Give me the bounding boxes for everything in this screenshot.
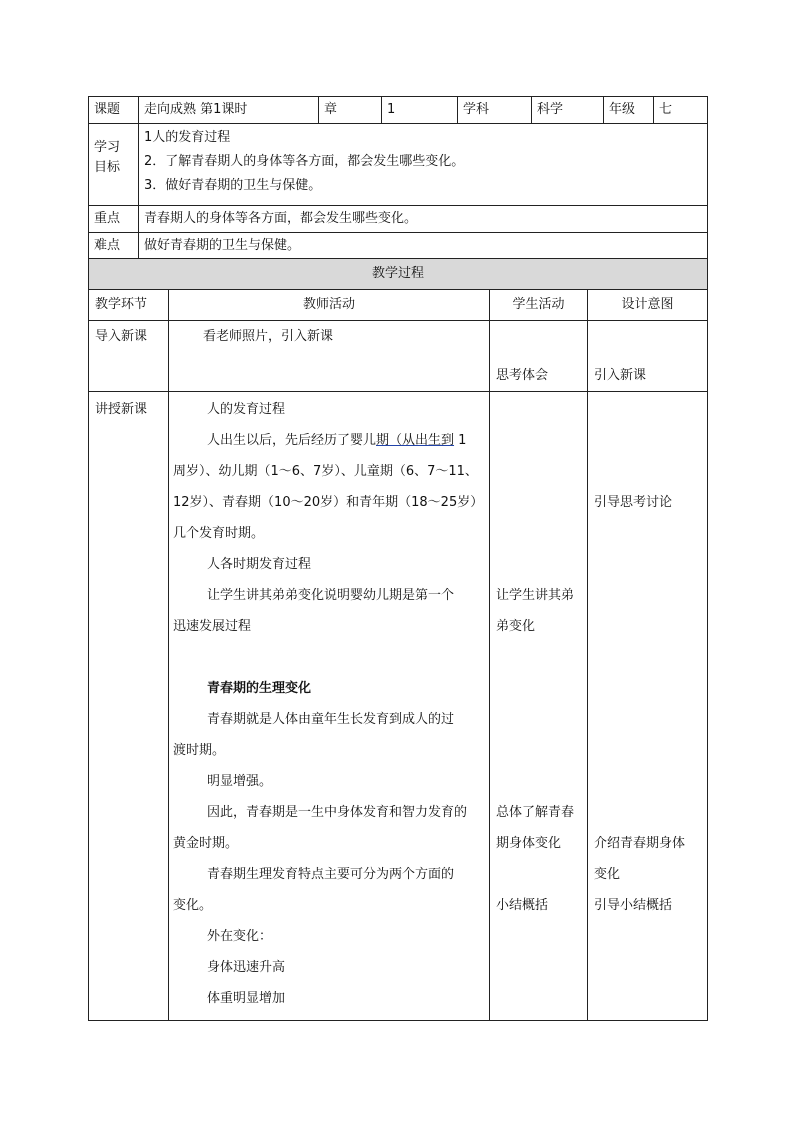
process-title: 教学过程 — [89, 259, 708, 290]
teacher-text: 人出生以后，先后经历了婴儿 — [207, 433, 377, 448]
student-line: 总体了解青春 — [496, 805, 575, 820]
goals-label — [89, 124, 139, 206]
difficult-label: 难点 — [89, 233, 139, 260]
header-student: 学生活动 — [490, 290, 588, 321]
teacher-line: 人各时期发育过程 — [207, 557, 312, 572]
teacher-line: 外在变化： — [207, 929, 273, 944]
teacher-line: 周岁）、幼儿期（1～6、7岁）、儿童期（6、7～11、 — [173, 464, 478, 479]
difficult-row — [89, 233, 708, 260]
teacher-line: 明显增强。 — [207, 774, 273, 789]
student-line: 弟变化 — [496, 619, 536, 634]
intro-student: 思考体会 — [490, 321, 588, 392]
goals-row — [89, 124, 708, 206]
teacher-line: 因此，青春期是一生中身体发育和智力发育的 — [207, 805, 468, 820]
teacher-line: 青春期生理发育特点主要可分为两个方面的 — [207, 867, 455, 882]
header-teacher: 教师活动 — [169, 290, 490, 321]
lecture-intent — [588, 392, 708, 1021]
teacher-line: 体重明显增加 — [207, 991, 286, 1006]
course-row — [89, 97, 708, 124]
lecture-row — [89, 392, 708, 1021]
lecture-teacher — [169, 392, 490, 1021]
subject-label: 学科 — [458, 97, 532, 124]
teacher-line: 渡时期。 — [173, 743, 226, 758]
chapter-value: 1 — [382, 97, 458, 124]
section-heading: 青春期的生理变化 — [207, 681, 312, 696]
process-table — [88, 258, 708, 1021]
teacher-line: 青春期就是人体由童年生长发育到成人的过 — [207, 712, 455, 727]
intent-line: 介绍青春期身体 — [594, 836, 686, 851]
lesson-info-table — [88, 96, 708, 260]
goals-list — [139, 124, 708, 206]
goal-item: 3．做好青春期的卫生与保健。 — [144, 178, 322, 193]
intro-intent: 引入新课 — [588, 321, 708, 392]
teacher-line: 身体迅速升高 — [207, 960, 286, 975]
lecture-student — [490, 392, 588, 1021]
key-value: 青春期人的身体等各方面，都会发生哪些变化。 — [139, 206, 708, 233]
process-header-row — [89, 290, 708, 321]
teacher-line: 让学生讲其弟弟变化说明婴幼儿期是第一个 — [207, 588, 455, 603]
intro-stage: 导入新课 — [89, 321, 169, 392]
goal-item: 2．了解青春期人的身体等各方面，都会发生哪些变化。 — [144, 154, 465, 169]
header-stage: 教学环节 — [89, 290, 169, 321]
teacher-line: 12岁）、青春期（10～20岁）和青年期（18～25岁） — [173, 495, 484, 510]
intent-line: 引导思考讨论 — [594, 495, 673, 510]
chapter-label: 章 — [319, 97, 382, 124]
difficult-value: 做好青春期的卫生与保健。 — [139, 233, 708, 260]
course-value: 走向成熟 第1课时 — [139, 97, 319, 124]
header-intent: 设计意图 — [588, 290, 708, 321]
teacher-line: 变化。 — [173, 898, 213, 913]
key-row — [89, 206, 708, 233]
intent-line: 引导小结概括 — [594, 898, 673, 913]
teacher-line: 几个发育时期。 — [173, 526, 265, 541]
teacher-line: 黄金时期。 — [173, 836, 239, 851]
blank-line — [173, 642, 485, 673]
course-label: 课题 — [89, 97, 139, 124]
subject-value: 科学 — [532, 97, 604, 124]
teacher-text-underlined: 期（从出生到 — [376, 433, 455, 448]
grade-value: 七 — [654, 97, 708, 124]
grade-label: 年级 — [604, 97, 654, 124]
lecture-stage: 讲授新课 — [89, 392, 169, 1021]
intent-line: 变化 — [594, 867, 621, 882]
goal-item: 1人的发育过程 — [144, 130, 231, 145]
student-line: 小结概括 — [496, 898, 549, 913]
teacher-line: 迅速发展过程 — [173, 619, 252, 634]
student-line: 期身体变化 — [496, 836, 562, 851]
student-line: 让学生讲其弟 — [496, 588, 575, 603]
key-label: 重点 — [89, 206, 139, 233]
intro-teacher: 看老师照片，引入新课 — [169, 321, 490, 392]
teacher-line: 人的发育过程 — [207, 402, 286, 417]
teacher-text: 1 — [458, 433, 467, 448]
intro-row — [89, 321, 708, 392]
teacher-line — [173, 425, 485, 456]
goals-label-line: 目标 — [94, 160, 121, 175]
goals-label-line: 学习 — [94, 140, 121, 155]
